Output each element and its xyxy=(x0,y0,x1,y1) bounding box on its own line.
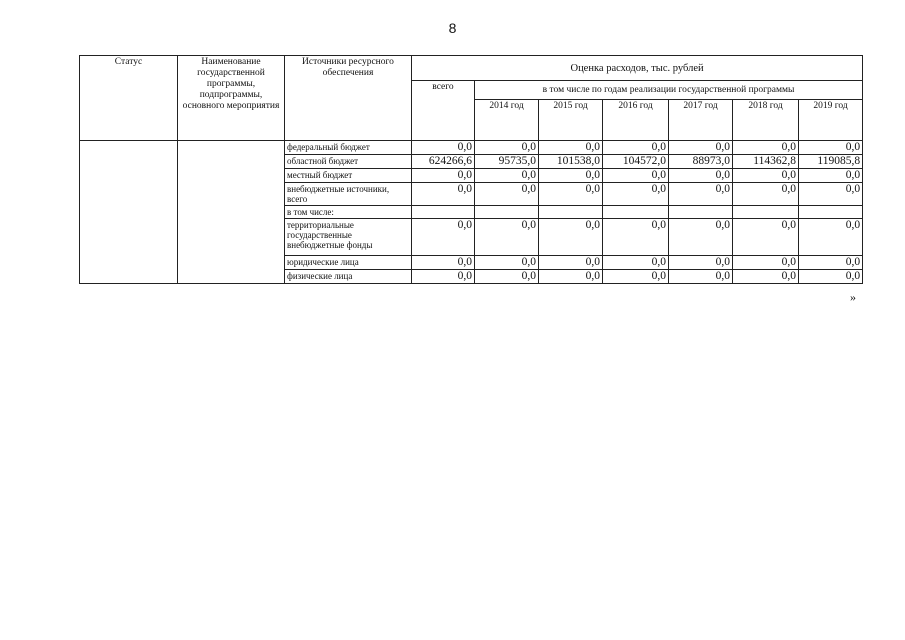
source-label: внебюджетные источники, всего xyxy=(285,183,412,206)
header-estimate: Оценка расходов, тыс. рублей xyxy=(412,56,863,81)
value-cell: 0,0 xyxy=(539,256,603,270)
value-cell: 114362,8 xyxy=(733,155,799,169)
value-cell: 0,0 xyxy=(733,270,799,284)
header-status: Статус xyxy=(80,56,178,141)
value-cell: 0,0 xyxy=(603,256,669,270)
total-cell xyxy=(412,206,475,219)
value-cell: 0,0 xyxy=(475,256,539,270)
source-label: федеральный бюджет xyxy=(285,141,412,155)
total-cell: 0,0 xyxy=(412,183,475,206)
header-year: 2014 год xyxy=(475,100,539,141)
header-sources: Источники ресурсного обеспечения xyxy=(285,56,412,141)
header-year: 2017 год xyxy=(669,100,733,141)
value-cell xyxy=(799,206,863,219)
value-cell: 0,0 xyxy=(733,169,799,183)
source-label: областной бюджет xyxy=(285,155,412,169)
value-cell: 0,0 xyxy=(539,183,603,206)
total-cell: 0,0 xyxy=(412,270,475,284)
value-cell: 0,0 xyxy=(603,141,669,155)
total-cell: 0,0 xyxy=(412,256,475,270)
value-cell xyxy=(603,206,669,219)
budget-table xyxy=(79,55,863,284)
value-cell: 0,0 xyxy=(669,141,733,155)
value-cell xyxy=(539,206,603,219)
value-cell: 0,0 xyxy=(603,219,669,256)
source-label: местный бюджет xyxy=(285,169,412,183)
value-cell: 0,0 xyxy=(799,141,863,155)
source-label: юридические лица xyxy=(285,256,412,270)
value-cell: 101538,0 xyxy=(539,155,603,169)
header-year: 2019 год xyxy=(799,100,863,141)
value-cell: 0,0 xyxy=(539,169,603,183)
value-cell: 0,0 xyxy=(475,270,539,284)
value-cell: 0,0 xyxy=(799,183,863,206)
value-cell: 0,0 xyxy=(799,270,863,284)
value-cell xyxy=(475,206,539,219)
value-cell: 0,0 xyxy=(733,219,799,256)
value-cell: 0,0 xyxy=(733,183,799,206)
value-cell: 0,0 xyxy=(603,270,669,284)
header-year: 2015 год xyxy=(539,100,603,141)
value-cell: 0,0 xyxy=(539,219,603,256)
value-cell: 95735,0 xyxy=(475,155,539,169)
value-cell: 0,0 xyxy=(475,219,539,256)
value-cell xyxy=(733,206,799,219)
header-year: 2018 год xyxy=(733,100,799,141)
value-cell: 0,0 xyxy=(539,141,603,155)
value-cell: 104572,0 xyxy=(603,155,669,169)
value-cell: 0,0 xyxy=(733,256,799,270)
header-total: всего xyxy=(412,81,475,141)
value-cell: 0,0 xyxy=(669,169,733,183)
value-cell: 0,0 xyxy=(669,256,733,270)
source-label: территориальные государственные внебюджетные фонды xyxy=(285,219,412,256)
value-cell: 0,0 xyxy=(603,183,669,206)
total-cell: 0,0 xyxy=(412,141,475,155)
header-year: 2016 год xyxy=(603,100,669,141)
total-cell: 0,0 xyxy=(412,219,475,256)
program-name-cell xyxy=(178,141,285,284)
value-cell: 119085,8 xyxy=(799,155,863,169)
value-cell: 0,0 xyxy=(539,270,603,284)
total-cell: 0,0 xyxy=(412,169,475,183)
value-cell: 0,0 xyxy=(669,183,733,206)
value-cell: 0,0 xyxy=(669,219,733,256)
value-cell: 0,0 xyxy=(733,141,799,155)
value-cell: 0,0 xyxy=(475,141,539,155)
header-name: Наименование государственной программы, подпрограммы, основного мероприятия xyxy=(178,56,285,141)
value-cell: 0,0 xyxy=(669,270,733,284)
header-by-years: в том числе по годам реализации государственной программы xyxy=(475,81,863,100)
total-cell: 624266,6 xyxy=(412,155,475,169)
value-cell: 88973,0 xyxy=(669,155,733,169)
source-label: в том числе: xyxy=(285,206,412,219)
value-cell: 0,0 xyxy=(475,183,539,206)
value-cell: 0,0 xyxy=(475,169,539,183)
table-row xyxy=(80,141,863,155)
value-cell: 0,0 xyxy=(799,256,863,270)
source-label: физические лица xyxy=(285,270,412,284)
value-cell: 0,0 xyxy=(799,169,863,183)
status-cell xyxy=(80,141,178,284)
value-cell: 0,0 xyxy=(799,219,863,256)
closing-quote-mark: » xyxy=(850,290,856,304)
value-cell: 0,0 xyxy=(603,169,669,183)
page-number: 8 xyxy=(448,20,457,36)
value-cell xyxy=(669,206,733,219)
